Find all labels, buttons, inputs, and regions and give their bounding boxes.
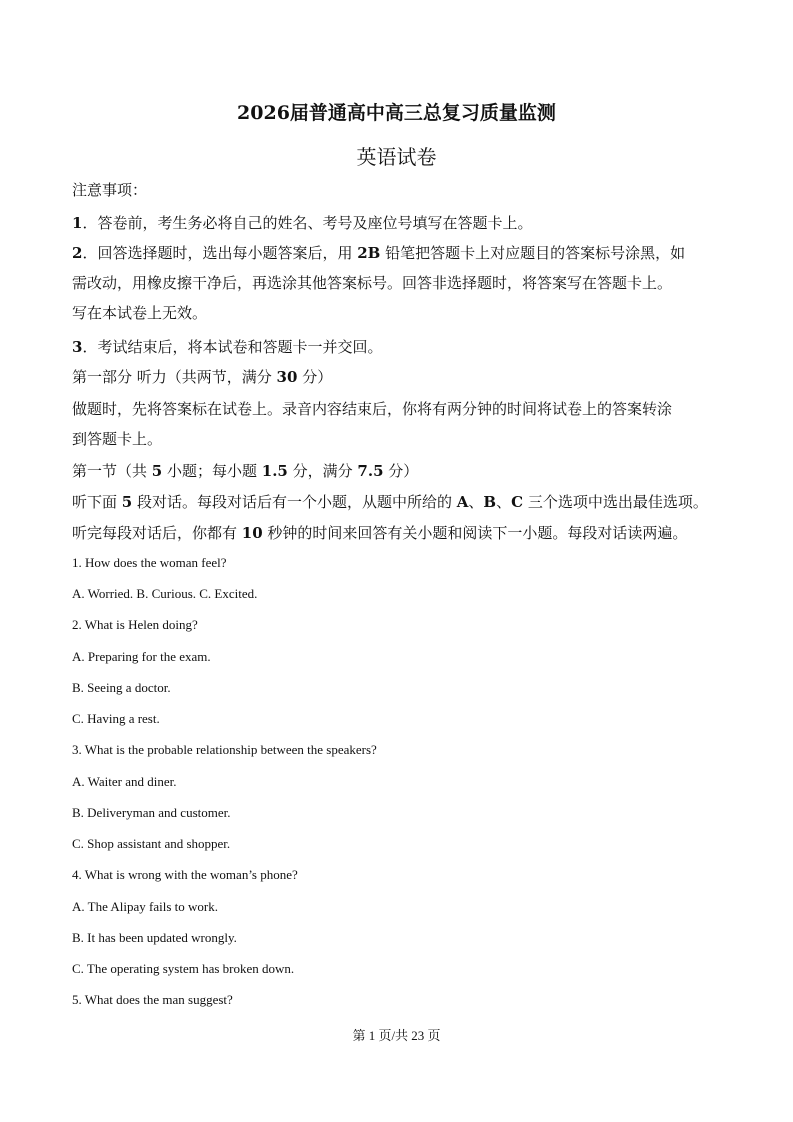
s1-i1-b1: 5 [121, 493, 133, 511]
part1-instruction-2: 到答题卡上。 [72, 430, 163, 448]
s1-i1-b3: B [483, 493, 497, 511]
part1-heading [72, 366, 732, 387]
s1-i2-b: 10 [241, 524, 263, 542]
page-title: 2026届普通高中高三总复习质量监测 [237, 102, 556, 124]
section1-heading [72, 460, 732, 481]
question-2: 2. What is Helen doing? [72, 617, 198, 632]
notice-item-2-line-2: 需改动，用橡皮擦干净后，再选涂其他答案标号。回答非选择题时，将答案写在答题卡上。 [72, 274, 673, 292]
question-3-option-b: B. Deliveryman and customer. [72, 805, 231, 820]
s1-i1-d: 、 [468, 493, 484, 511]
notice-item-2-text-b: 铅笔把答题卡上对应题目的答案标号涂黑，如 [380, 244, 686, 262]
question-3-option-a: A. Waiter and diner. [72, 774, 177, 789]
notice-item-1 [72, 212, 732, 233]
question-3: 3. What is the probable relationship between the speakers? [72, 742, 377, 757]
s1-i2-c: 秒钟的时间来回答有关小题和阅读下一小题。每段对话读两遍。 [262, 524, 688, 542]
page-subtitle: 英语试卷 [356, 145, 437, 169]
notice-item-2-num: 2 [72, 244, 83, 262]
section1-h-d: 分，满分 [287, 462, 358, 480]
s1-i1-f: 三个选项中选出最佳选项。 [523, 493, 708, 511]
part1-heading-score: 30 [276, 368, 298, 386]
notice-item-3-num: 3 [72, 338, 83, 356]
section1-h-each: 1.5 [261, 462, 288, 480]
s1-i1-b4: C [511, 493, 524, 511]
section1-instruction-1 [72, 491, 732, 512]
section1-h-total: 7.5 [357, 462, 384, 480]
question-2-option-a: A. Preparing for the exam. [72, 649, 211, 664]
s1-i1-b2: A [456, 493, 469, 511]
s1-i1-e: 、 [496, 493, 512, 511]
page-footer: 第 1 页/共 23 页 [352, 1028, 441, 1043]
notice-heading: 注意事项： [72, 181, 148, 199]
question-4-option-c: C. The operating system has broken down. [72, 961, 295, 976]
notice-item-2 [72, 242, 732, 263]
section1-h-c: 小题；每小题 [162, 462, 262, 480]
notice-item-1-num: 1 [72, 214, 83, 232]
question-2-option-b: B. Seeing a doctor. [72, 680, 171, 695]
question-1: 1. How does the woman feel? [72, 555, 227, 570]
question-3-option-c: C. Shop assistant and shopper. [72, 836, 231, 851]
notice-item-3 [72, 336, 732, 357]
section1-h-a: 第一节（共 [72, 462, 152, 480]
notice-item-2-line-3: 写在本试卷上无效。 [72, 304, 208, 322]
question-4-option-a: A. The Alipay fails to work. [72, 899, 218, 914]
question-4-option-b: B. It has been updated wrongly. [72, 930, 237, 945]
question-2-option-c: C. Having a rest. [72, 711, 160, 726]
s1-i1-a: 听下面 [72, 493, 122, 511]
question-1-options: A. Worried. B. Curious. C. Excited. [72, 586, 258, 601]
s1-i2-a: 听完每段对话后，你都有 [72, 524, 242, 542]
notice-item-2-text-a: ．回答选择题时，选出每小题答案后，用 [82, 244, 358, 262]
notice-item-1-text: ．答卷前，考生务必将自己的姓名、考号及座位号填写在答题卡上。 [82, 214, 533, 232]
question-4: 4. What is wrong with the woman’s phone? [72, 867, 298, 882]
section1-h-e: 分） [383, 462, 419, 480]
notice-item-2-bold: 2B [357, 244, 381, 262]
question-5: 5. What does the man suggest? [72, 992, 233, 1007]
s1-i1-c: 段对话。每段对话后有一个小题，从题中所给的 [132, 493, 457, 511]
part1-heading-a: 第一部分 听力（共两节，满分 [72, 368, 277, 386]
section1-instruction-2 [72, 522, 732, 543]
notice-item-3-text: ．考试结束后，将本试卷和答题卡一并交回。 [82, 338, 383, 356]
part1-heading-b: 分） [297, 368, 333, 386]
section1-h-count: 5 [151, 462, 163, 480]
part1-instruction-1: 做题时，先将答案标在试卷上。录音内容结束后，你将有两分钟的时间将试卷上的答案转涂 [72, 400, 673, 418]
